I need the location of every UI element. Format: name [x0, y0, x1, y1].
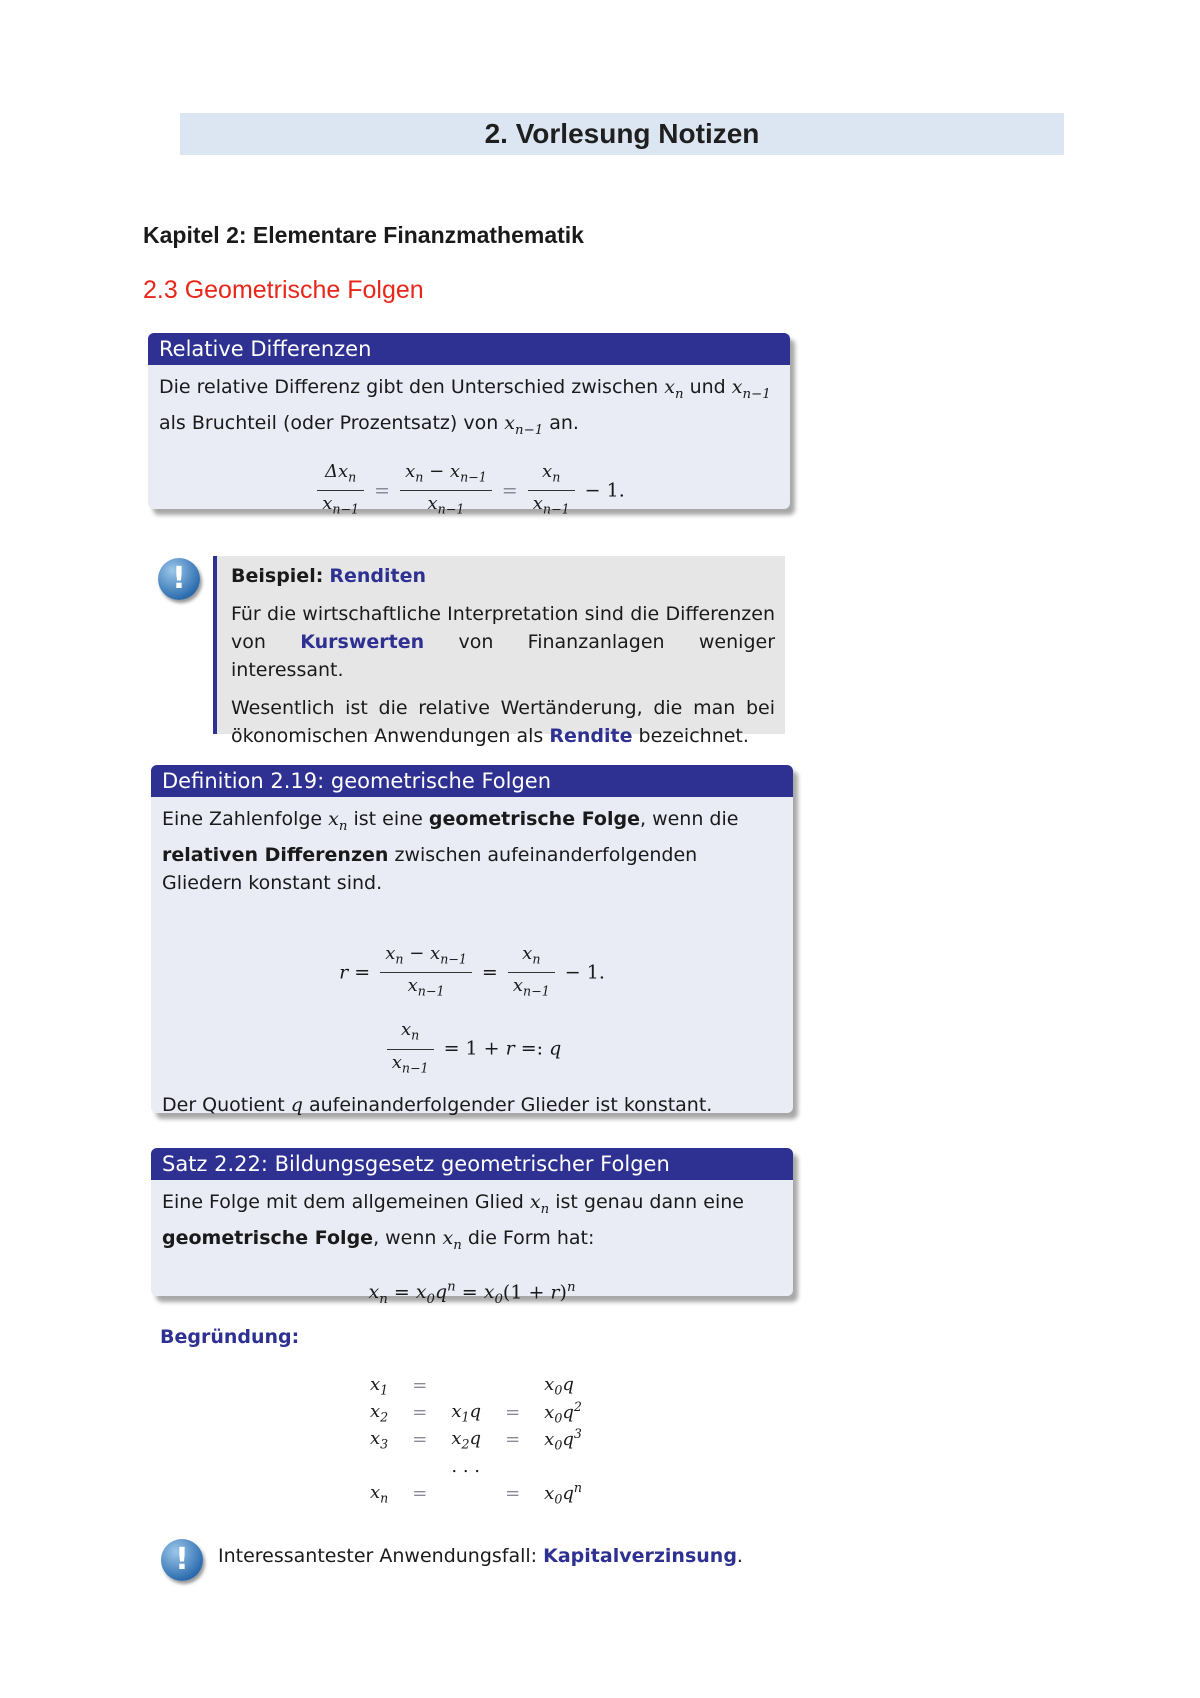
relative-difference-formula: $\frac{\Delta x_n}{x_{n-1}}$ = $\frac{x_n - x_{n-1}}{x_{n-1}}$ = $\frac{x_n}{x_{n-1}}$ − 1.	[159, 459, 779, 523]
example-heading	[231, 562, 775, 590]
text-segment: bezeichnet.	[638, 725, 749, 747]
text-segment: von Finanzanlagen weniger interessant.	[231, 631, 776, 681]
text-segment: und	[689, 376, 726, 398]
relative-differenzen-box	[148, 333, 790, 517]
box-title: Definition 2.19: geometrische Folgen	[151, 765, 793, 797]
definition-text: Eine Zahlenfolge $x_n$ ist eine geometrische Folge, wenn die relativen Differenzen zwischen aufeinanderfolgenden Gliedern konstant sind.	[162, 808, 739, 894]
text-segment: Der Quotient	[162, 1094, 285, 1117]
example-title: Renditen	[329, 565, 427, 587]
text-segment: Wesentlich ist die relative Wertänderung, die man bei ökonomischen Anwendungen als	[231, 697, 775, 747]
text-segment: Eine Folge mit dem allgemeinen Glied	[162, 1191, 524, 1213]
bold-term: geometrische Folge	[162, 1226, 374, 1249]
text-segment: ist eine	[353, 808, 423, 830]
text-segment: an.	[549, 411, 579, 434]
definition-formula-r: r = $\frac{x_n - x_{n-1}}{x_{n-1}}$ = $\frac{x_n}{x_{n-1}}$ − 1.	[339, 942, 605, 999]
text-segment: , wenn die	[639, 808, 739, 830]
definition-footer: Der Quotient q aufeinanderfolgender Glieder ist konstant.	[162, 1094, 713, 1117]
bold-term: relativen Differenzen	[162, 843, 389, 866]
definition-box	[151, 765, 793, 1117]
text-segment: zwischen aufeinanderfolgenden Gliedern konstant sind.	[162, 843, 698, 894]
page-title: 2. Vorlesung Notizen	[180, 113, 1064, 155]
definition-formula-q: $\frac{x_n}{x_{n-1}}$ = 1 + r =: q	[162, 1017, 782, 1081]
satz-formula: $x_n = x_0q^n = x_0(1 + r)^n$	[368, 1279, 576, 1307]
text-segment: als Bruchteil (oder Prozentsatz) von	[159, 411, 499, 434]
box-text: Die relative Differenz gibt den Unterschied zwischen $x_n$ und $x_{n-1}$ als Bruchteil (oder Prozentsatz) von $x_{n-1}$ an.	[159, 376, 771, 438]
begruendung-heading: Begründung:	[160, 1326, 300, 1348]
begruendung-derivation: $x_1$ = $x_0q$ $x_2$ = $x_1q$ = $x_0q^2$ $x_3$ = $x_2q$ = $x_0q^3$ . . . $x_n$ = = $x_0q^n$	[370, 1373, 582, 1507]
rendite-term: Rendite	[549, 725, 633, 747]
example-paragraph-1	[231, 600, 775, 684]
box-body	[151, 1180, 793, 1324]
text-segment: , wenn	[373, 1226, 437, 1249]
bold-term: geometrische Folge	[428, 808, 640, 830]
kapitalverzinsung-term: Kapitalverzinsung	[543, 1545, 737, 1567]
example-label: Beispiel:	[231, 565, 324, 587]
box-body	[151, 797, 793, 1129]
box-title: Relative Differenzen	[148, 333, 790, 365]
chapter-heading: Kapitel 2: Elementare Finanzmathematik	[143, 222, 584, 248]
exclamation-icon: !	[158, 558, 200, 600]
text-segment: Die relative Differenz gibt den Unterschied zwischen	[159, 376, 659, 398]
application-note	[218, 1545, 743, 1567]
text-segment: ist genau dann eine	[555, 1191, 744, 1213]
text-segment: Für die wirtschaftliche Interpretation sind die Differenzen von	[231, 603, 775, 653]
example-renditen	[213, 556, 785, 747]
satz-text: Eine Folge mit dem allgemeinen Glied $x_n$ ist genau dann eine geometrische Folge, wenn $x_n$ die Form hat:	[162, 1191, 744, 1253]
note-text: Interessantester Anwendungsfall:	[218, 1545, 538, 1567]
box-body	[148, 365, 790, 533]
note-end: .	[736, 1545, 743, 1567]
kurswerten-term: Kurswerten	[300, 631, 425, 653]
example-paragraph-2	[231, 694, 775, 750]
section-heading: 2.3 Geometrische Folgen	[143, 276, 424, 304]
box-title: Satz 2.22: Bildungsgesetz geometrischer Folgen	[151, 1148, 793, 1180]
exclamation-icon: !	[161, 1539, 203, 1581]
text-segment: die Form hat:	[467, 1226, 595, 1249]
text-segment: Eine Zahlenfolge	[162, 808, 323, 830]
satz-box	[151, 1148, 793, 1307]
text-segment: aufeinanderfolgender Glieder ist konstant.	[308, 1094, 713, 1117]
